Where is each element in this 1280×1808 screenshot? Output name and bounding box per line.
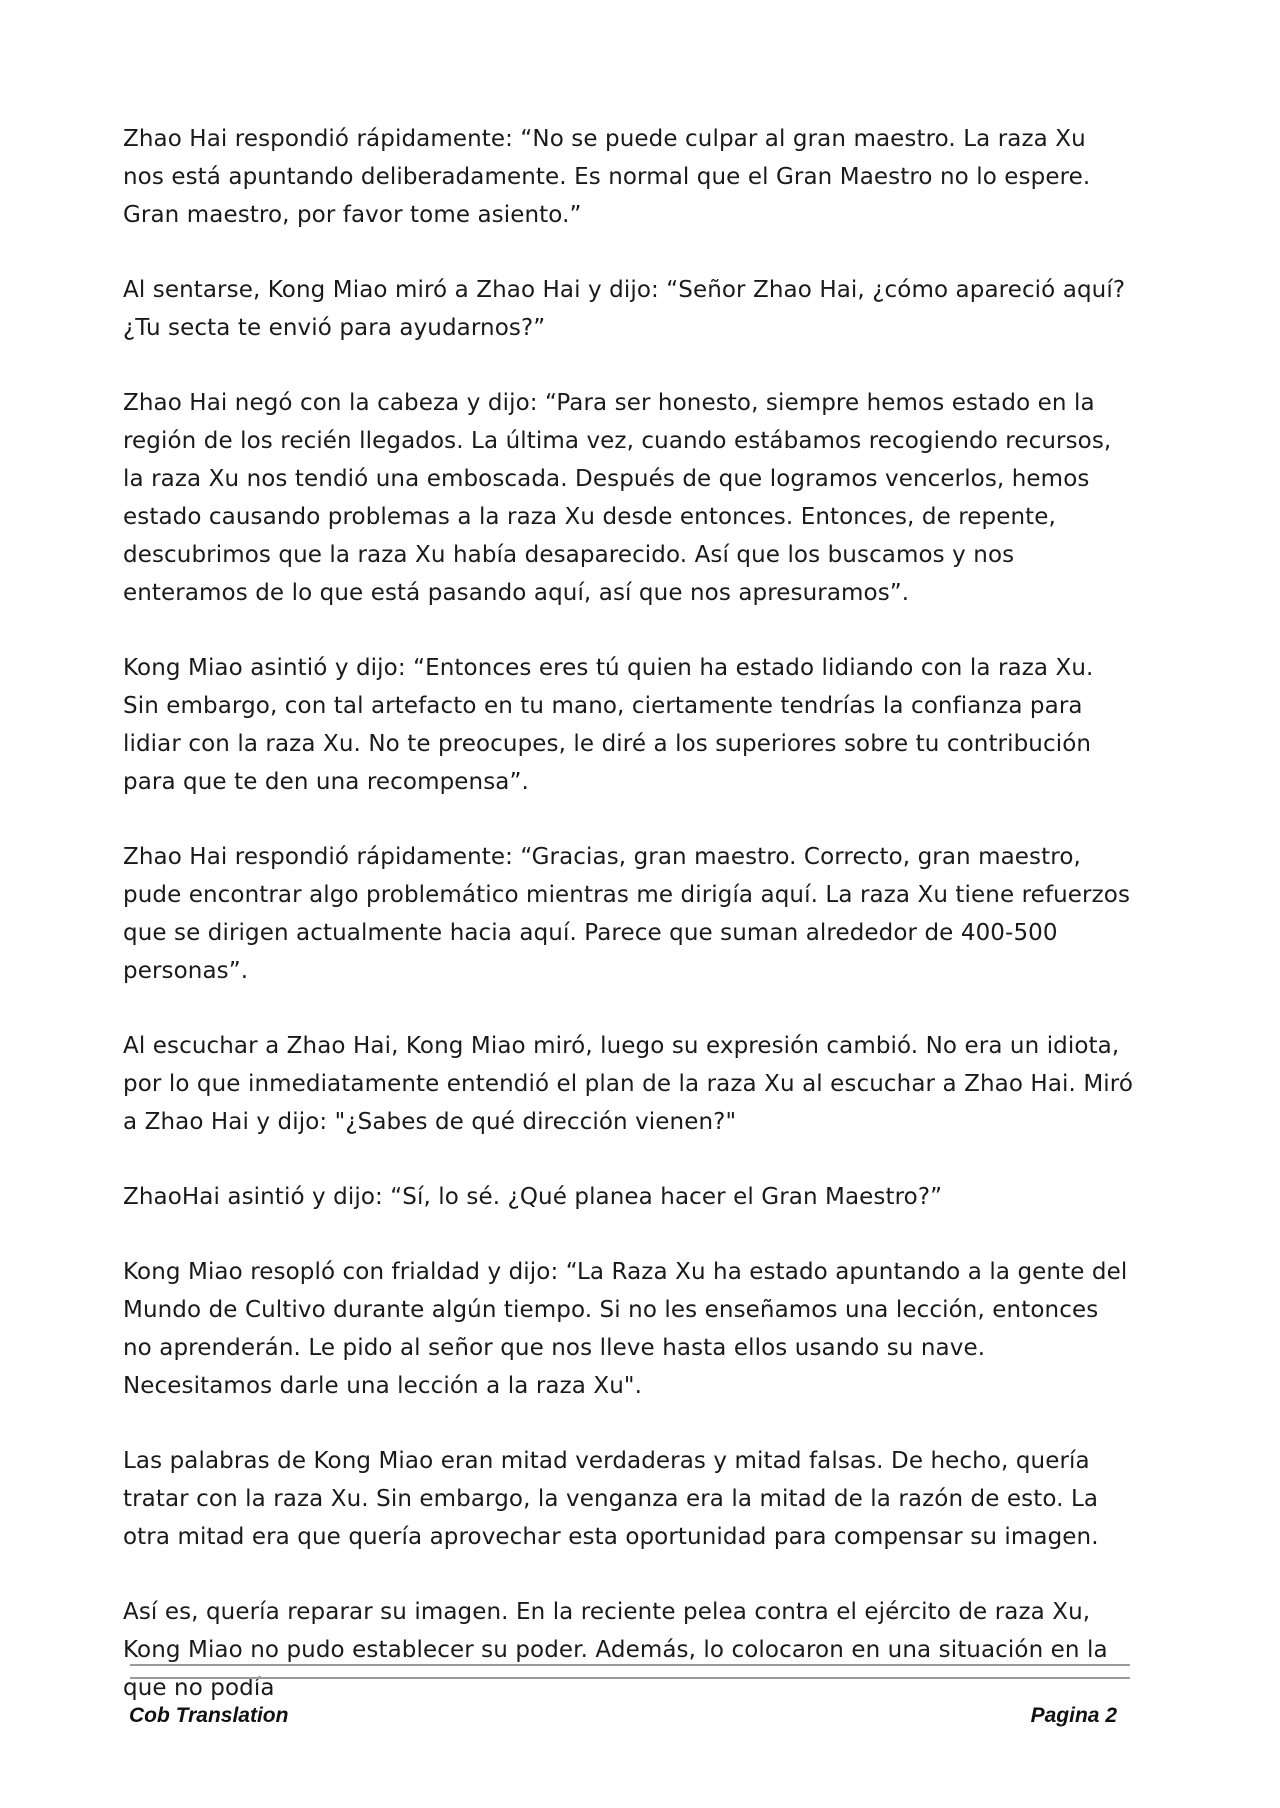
paragraph-9: Las palabras de Kong Miao eran mitad verdaderas y mitad falsas. De hecho, quería tratar con la raza Xu. Sin embargo, la venganza era la mitad de la razón de esto. La otra mitad era que quería aprovechar esta oportunidad para compensar su imagen. [123, 1448, 1099, 1550]
paragraph-5: Zhao Hai respondió rápidamente: “Gracias, gran maestro. Correcto, gran maestro, pude encontrar algo problemático mientras me dirigía aquí. La raza Xu tiene refuerzos que se dirigen actualmente hacia aquí. Parece que suman alrededor de 400-500 personas”. [123, 844, 1131, 984]
paragraph-10: Así es, quería reparar su imagen. En la reciente pelea contra el ejército de raza Xu, Kong Miao no pudo establecer su poder. Además, lo colocaron en una situación en la que no podía [123, 1599, 1108, 1701]
paragraph-7: ZhaoHai asintió y dijo: “Sí, lo sé. ¿Qué planea hacer el Gran Maestro?” [123, 1184, 943, 1210]
footer-translator-credit: Cob Translation [129, 1704, 289, 1727]
paragraph-3: Zhao Hai negó con la cabeza y dijo: “Para ser honesto, siempre hemos estado en la región de los recién llegados. La última vez, cuando estábamos recogiendo recursos, la raza Xu nos tendió una emboscada. Después de que logramos vencerlos, hemos estado causando problemas a la raza Xu desde entonces. Entonces, de repente, descubrimos que la raza Xu había desaparecido. Así que los buscamos y nos enteramos de lo que está pasando aquí, así que nos apresuramos”. [123, 390, 1112, 606]
paragraph-6: Al escuchar a Zhao Hai, Kong Miao miró, luego su expresión cambió. No era un idiota, por lo que inmediatamente entendió el plan de la raza Xu al escuchar a Zhao Hai. Miró a Zhao Hai y dijo: "¿Sabes de qué dirección vienen?" [123, 1033, 1133, 1135]
paragraph-4: Kong Miao asintió y dijo: “Entonces eres tú quien ha estado lidiando con la raza Xu. Sin embargo, con tal artefacto en tu mano, ciertamente tendrías la confianza para lidiar con la raza Xu. No te preocupes, le diré a los superiores sobre tu contribución para que te den una recompensa”. [123, 655, 1094, 795]
footer-page-number: Pagina 2 [1030, 1704, 1117, 1727]
paragraph-1: Zhao Hai respondió rápidamente: “No se puede culpar al gran maestro. La raza Xu nos está apuntando deliberadamente. Es normal que el Gran Maestro no lo espere. Gran maestro, por favor tome asiento.” [123, 126, 1091, 228]
page-body [123, 120, 1133, 1744]
paragraph-2: Al sentarse, Kong Miao miró a Zhao Hai y dijo: “Señor Zhao Hai, ¿cómo apareció aquí? ¿Tu secta te envió para ayudarnos?” [123, 277, 1126, 341]
paragraph-8: Kong Miao resopló con frialdad y dijo: “La Raza Xu ha estado apuntando a la gente del Mundo de Cultivo durante algún tiempo. Si no les enseñamos una lección, entonces no aprenderán. Le pido al señor que nos lleve hasta ellos usando su nave. Necesitamos darle una lección a la raza Xu". [123, 1259, 1128, 1399]
footer-divider-top [130, 1664, 1130, 1666]
footer-divider-bottom [130, 1677, 1130, 1679]
